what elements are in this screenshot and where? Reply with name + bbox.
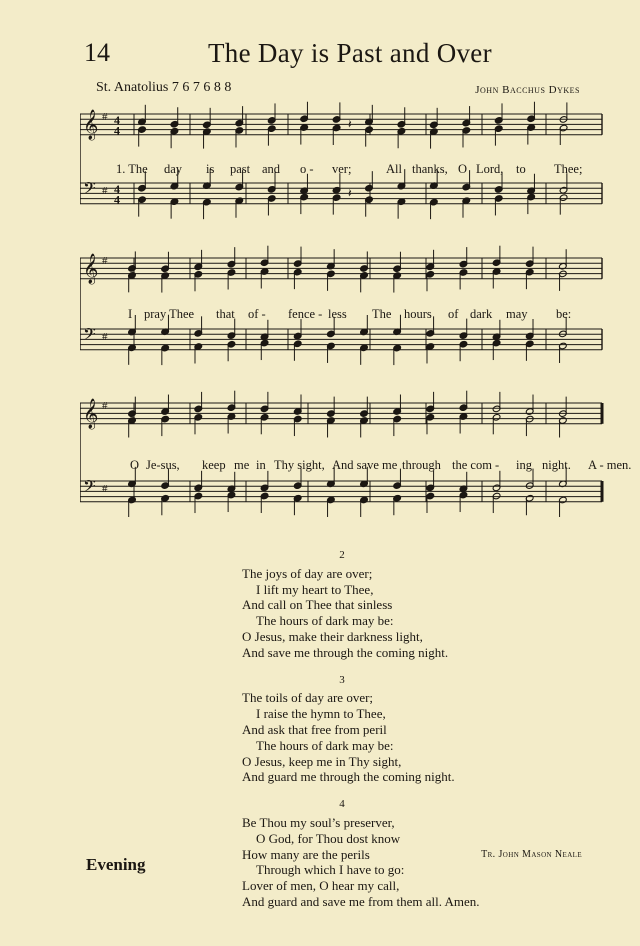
lyric-word: All <box>386 162 402 176</box>
lyric-word: thanks, <box>412 162 448 176</box>
treble-clef-icon: 𝄞 <box>83 254 99 284</box>
verse-3 <box>242 673 562 786</box>
time-signature: 4 <box>114 123 120 138</box>
lyric-word: I <box>128 307 133 321</box>
verse-line: And guard and save me from them all. Amen. <box>242 893 480 909</box>
lyric-word: hours <box>404 307 432 321</box>
lyric-word: O <box>458 162 468 176</box>
verse-line: And ask that free from peril <box>242 721 387 737</box>
verse-line: Be Thou my soul’s preserver, <box>242 814 395 830</box>
section-label: Evening <box>86 855 146 874</box>
lyric-word: pray Thee <box>144 307 195 321</box>
lyric-word: o - <box>300 162 314 176</box>
key-signature-sharp-icon: # <box>102 331 108 343</box>
lyric-word: night. <box>542 458 571 472</box>
key-signature-sharp-icon: # <box>102 111 108 123</box>
verse-number: 3 <box>339 673 345 686</box>
verse-line: And guard me through the coming night. <box>242 769 455 785</box>
lyric-word: less <box>328 307 347 321</box>
verse-line: Through which I have to go: <box>256 862 405 878</box>
time-signature: 4 <box>114 113 120 127</box>
tune-name: St. Anatolius 7 6 7 6 8 8 <box>96 80 232 95</box>
bass-clef-icon: 𝄢 <box>83 476 96 500</box>
lyric-word: fence - <box>288 307 323 321</box>
lyric-word: of - <box>248 307 266 321</box>
lyric-word: The <box>372 307 392 321</box>
lyric-word: Thee; <box>554 162 583 176</box>
lyric-word: past <box>230 162 251 176</box>
verse-line: O Jesus, make their darkness light, <box>242 628 423 644</box>
verse-number: 4 <box>339 798 345 811</box>
lyric-word: may <box>506 307 528 321</box>
key-signature-sharp-icon: # <box>102 185 108 197</box>
verses-block <box>242 548 562 922</box>
verse-line: The hours of dark may be: <box>256 613 394 629</box>
lyric-word: the com - <box>452 458 500 472</box>
hymn-title: The Day is Past and Over <box>208 38 492 68</box>
key-signature-sharp-icon: # <box>102 400 108 412</box>
quarter-rest-icon: 𝄽 <box>348 186 352 200</box>
quarter-rest-icon: 𝄽 <box>348 117 352 131</box>
bass-clef-icon: 𝄢 <box>83 178 96 202</box>
verse-line: O God, for Thou dost know <box>256 830 401 846</box>
lyric-word: ver; <box>332 162 352 176</box>
lyric-word: be: <box>556 307 572 321</box>
translator-credit: Tr. John Mason Neale <box>481 849 582 860</box>
hymn-number: 14 <box>84 38 110 67</box>
verse-line: The hours of dark may be: <box>256 737 394 753</box>
verse-number: 2 <box>339 549 345 561</box>
lyric-word: 1. The <box>116 162 148 176</box>
verse-line: And save me through the coming night. <box>242 644 449 660</box>
verse-line: And call on Thee that sinless <box>242 597 393 613</box>
lyric-word: and <box>262 162 281 176</box>
lyric-word: me <box>382 458 398 472</box>
verse-line: The toils of day are over; <box>242 690 374 706</box>
lyric-word: Je-sus, <box>146 458 180 472</box>
lyric-word: And save <box>332 458 379 472</box>
lyric-word: in <box>256 458 266 472</box>
lyric-word: keep <box>202 458 226 472</box>
verse-2 <box>242 548 562 661</box>
treble-clef-icon: 𝄞 <box>83 399 99 429</box>
lyric-word: Thy sight, <box>274 458 325 472</box>
verse-line: Lover of men, O hear my call, <box>242 878 400 894</box>
verse-line: How many are the perils <box>242 846 370 862</box>
lyric-word: me <box>234 458 250 472</box>
composer-credit: John Bacchus Dykes <box>475 84 580 96</box>
lyric-word: ing <box>516 458 532 472</box>
treble-clef-icon: 𝄞 <box>83 110 99 140</box>
key-signature-sharp-icon: # <box>102 255 108 267</box>
lyric-word: of <box>448 307 459 321</box>
verse-line: I raise the hymn to Thee, <box>256 706 386 722</box>
lyric-word: through <box>402 458 441 472</box>
lyric-word: O <box>130 458 140 472</box>
key-signature-sharp-icon: # <box>102 483 108 495</box>
verse-line: O Jesus, keep me in Thy sight, <box>242 753 402 769</box>
verse-line: I lift my heart to Thee, <box>256 581 374 597</box>
lyric-word: that <box>216 307 235 321</box>
lyric-word: is <box>206 162 215 176</box>
lyric-word: Lord, <box>476 162 504 176</box>
bass-clef-icon: 𝄢 <box>83 324 96 348</box>
time-signature: 4 <box>114 182 120 196</box>
lyric-word: to <box>516 162 526 176</box>
lyric-word: A - men. <box>588 458 632 472</box>
time-signature: 4 <box>114 192 120 207</box>
lyric-word: day <box>164 162 183 176</box>
verse-line: The joys of day are over; <box>242 565 373 581</box>
lyric-word: dark <box>470 307 493 321</box>
